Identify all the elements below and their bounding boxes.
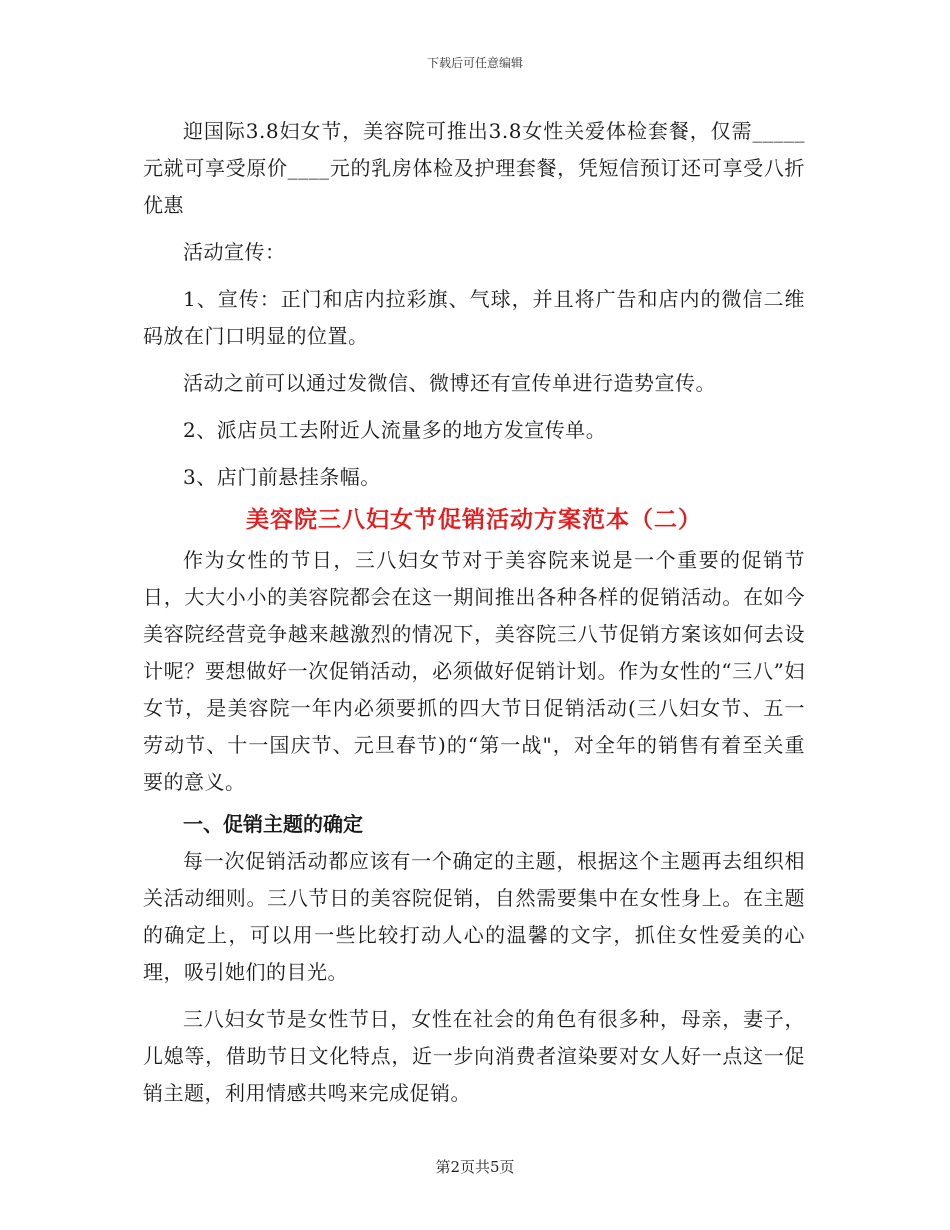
paragraph-publicity-item-3: 3、店门前悬挂条幅。 [183, 465, 381, 489]
paragraph-publicity-item-2: 2、派店员工去附近人流量多的地方发宣传单。 [183, 418, 607, 442]
page-header-note: 下载后可任意编辑 [426, 56, 523, 70]
paragraph-womens-roles: 三八妇女节是女性节日，女性在社会的角色有很多种，母亲，妻子，儿媳等，借助节日文化特点，近一步向消费者渲染要对女人好一点这一促销主题，利用情感共鸣来完成促销。 [143, 1007, 805, 1105]
paragraph-intro: 作为女性的节日，三八妇女节对于美容院来说是一个重要的促销节日，大大小小的美容院都会在这一期间推出各种各样的促销活动。在如今美容院经营竞争越来越激烈的情况下，美容院三八节促销方案该如何去设计呢？要想做好一次促销活动，必须做好促销计划。作为女性的“三八”妇女节，是美容院一年内必须要抓的四大节日促销活动(三八妇女节、五一劳动节、十一国庆节、元旦春节)的“第一战"，对全年的销售有着至关重要的意义。 [143, 548, 805, 794]
page-number-footer: 第2页共5页 [435, 1158, 515, 1176]
document-body [143, 113, 805, 1112]
paragraph-pre-event-publicity: 活动之前可以通过发微信、微博还有宣传单进行造势宣传。 [183, 371, 716, 395]
section-title: 美容院三八妇女节促销活动方案范本（二） [246, 506, 702, 533]
subheading-promotion-theme: 一、促销主题的确定 [183, 812, 363, 836]
paragraph-theme-details: 每一次促销活动都应该有一个确定的主题，根据这个主题再去组织相关活动细则。三八节日的美容院促销，自然需要集中在女性身上。在主题的确定上，可以用一些比较打动人心的温馨的文字，抓住女性爱美的心理，吸引她们的目光。 [143, 849, 805, 984]
paragraph-publicity-item-1: 1、宣传：正门和店内拉彩旗、气球，并且将广告和店内的微信二维码放在门口明显的位置。 [143, 287, 805, 348]
paragraph-checkup-package: 迎国际3.8妇女节，美容院可推出3.8女性关爱体检套餐，仅需_____元就可享受原价____元的乳房体检及护理套餐，凭短信预订还可享受八折优惠 [143, 119, 805, 217]
paragraph-publicity-label: 活动宣传： [183, 240, 286, 264]
